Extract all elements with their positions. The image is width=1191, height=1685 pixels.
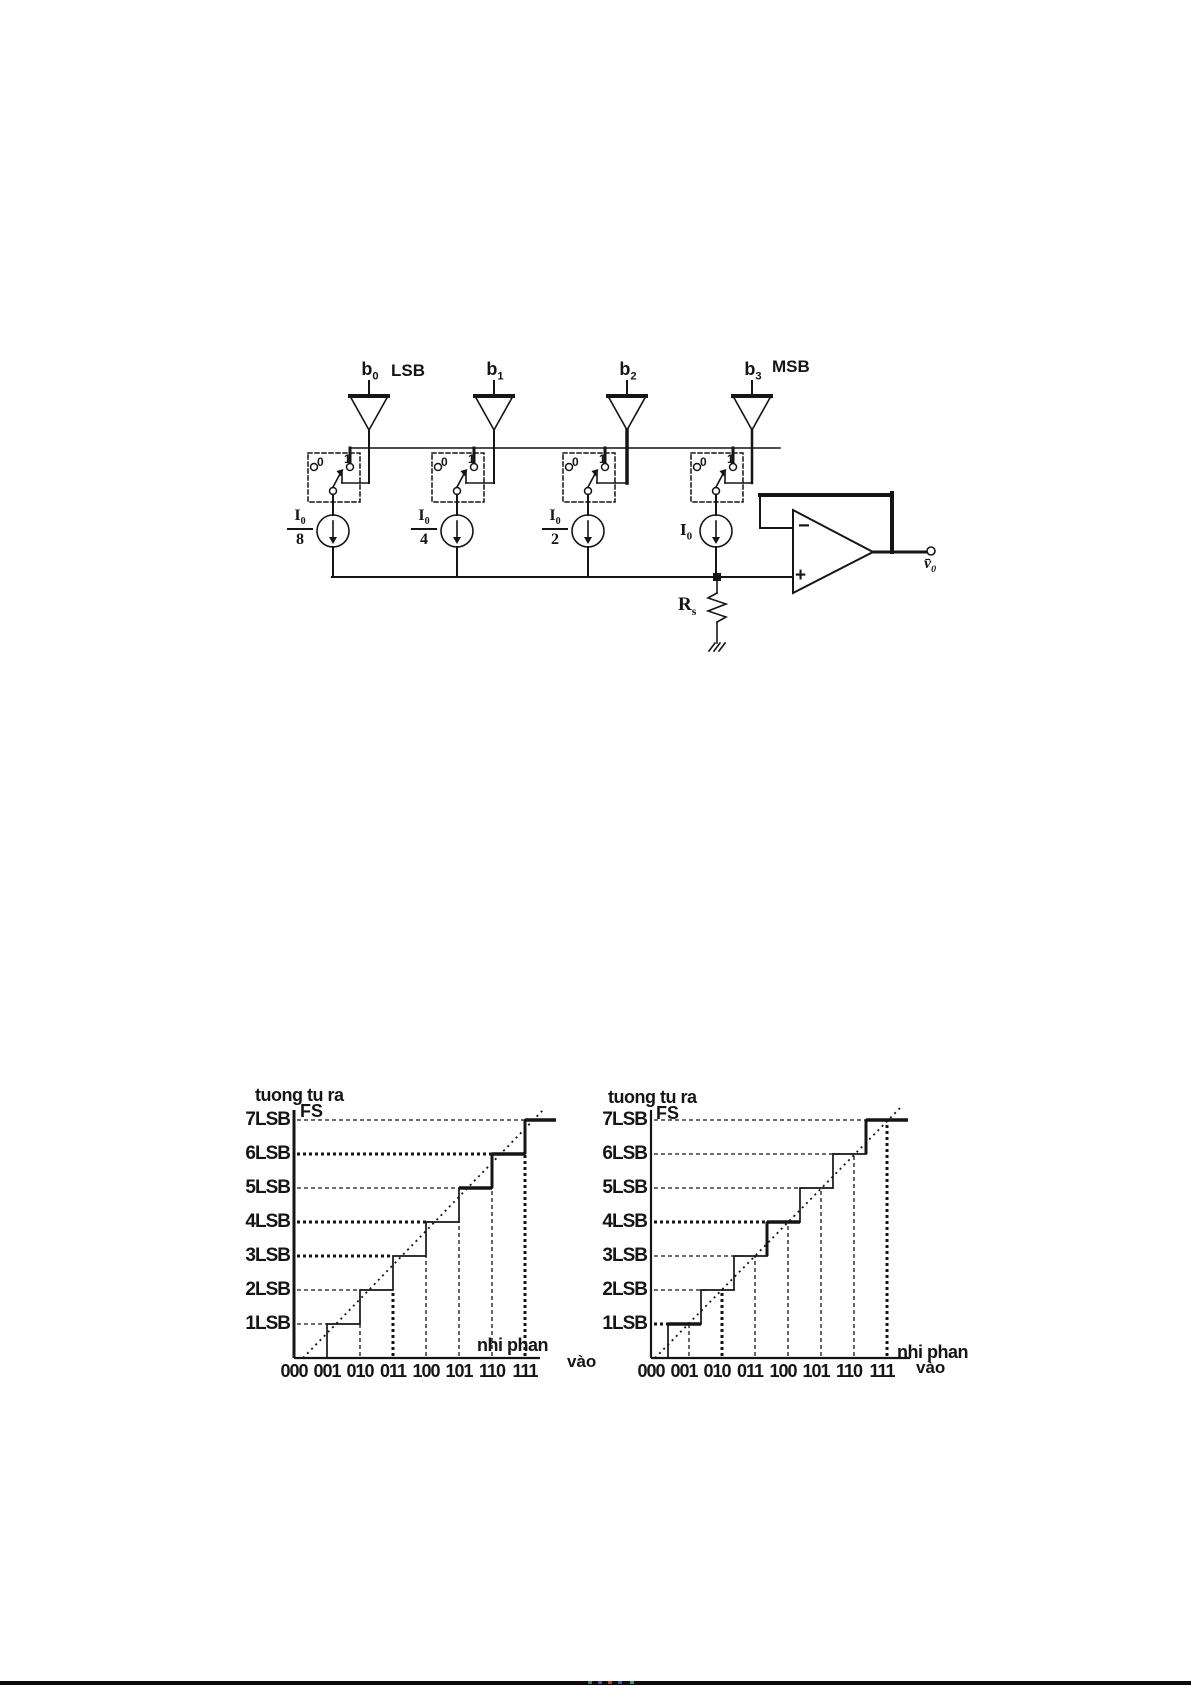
switch-common-contact [713,488,720,495]
switch-1-label: 1 [727,452,734,466]
x-tick-001: 001 [670,1361,698,1381]
y-tick-3LSB: 3LSB [245,1245,290,1266]
y-tick-1LSB: 1LSB [245,1313,290,1334]
source-label-fraction: $I_0$ 2 [540,507,570,549]
x-tick-100: 100 [769,1361,797,1381]
x-tick-000: 000 [637,1361,665,1381]
switch-1-label: 1 [599,452,606,466]
x-tick-011: 011 [379,1361,407,1381]
x-tick-000: 000 [280,1361,308,1381]
ideal-diagonal-line [655,1108,900,1358]
switch-0-label: 0 [700,455,707,469]
staircase-curve [668,1120,908,1358]
right-graph-title: tuong tu ra [608,1087,697,1107]
switch-1-label: 1 [344,452,351,466]
switch-arm [588,474,595,487]
x-tick-110: 110 [835,1361,863,1381]
x-tick-001: 001 [313,1361,341,1381]
bit-tag-msb: MSB [772,357,810,376]
dac-circuit-figure [308,381,935,651]
x-tick-011: 011 [736,1361,764,1381]
rs-label: $R_s$ [678,594,697,618]
opamp-noninverting-sign: + [795,565,807,586]
resistor-zigzag [708,593,726,622]
switch-arm [716,474,723,487]
y-tick-7LSB: 7LSB [602,1109,647,1130]
left-graph-xaxis-label: nhi phan [477,1335,548,1355]
y-tick-5LSB: 5LSB [245,1177,290,1198]
switch-common-contact [454,488,461,495]
window-bottom-edge [0,1681,1191,1685]
x-tick-111: 111 [869,1361,895,1381]
bottom-edge-pixel [598,1681,602,1684]
switch-0-label: 0 [317,455,324,469]
right-graph-xaxis-label2: vào [916,1358,946,1377]
switch-arm [333,474,340,487]
buffer-triangle [350,396,388,430]
bit-label-b1: $b_1$ [486,359,504,383]
opamp-inverting-sign: − [798,515,810,537]
y-tick-6LSB: 6LSB [245,1143,290,1164]
source-label-fraction: $I_0$ 4 [409,507,439,549]
buffer-triangle [475,396,513,430]
switch-common-contact [585,488,592,495]
buffer-triangle [733,396,771,430]
transfer-curve-right-figure [651,1108,910,1358]
y-tick-3LSB: 3LSB [602,1245,647,1266]
transfer-curve-left-figure [294,1108,556,1358]
x-tick-111: 111 [512,1361,538,1381]
switch-0-label: 0 [572,455,579,469]
y-tick-6LSB: 6LSB [602,1143,647,1164]
bit-label-b2: $b_2$ [619,359,637,383]
y-tick-1LSB: 1LSB [602,1313,647,1334]
switch-arm [457,474,464,487]
bit-label-b0: $b_0$ [361,359,379,383]
bottom-edge-pixel [618,1681,622,1684]
x-tick-010: 010 [703,1361,731,1381]
bit-tag-lsb: LSB [391,361,425,380]
y-tick-4LSB: 4LSB [245,1211,290,1232]
bit-label-b3: $b_3$ [744,359,762,383]
left-graph-xaxis-label2: vào [567,1352,597,1371]
current-source-arrowhead [712,537,720,544]
ideal-diagonal-line [303,1108,545,1358]
x-tick-110: 110 [478,1361,506,1381]
left-graph-title: tuong tu ra [255,1085,344,1105]
y-tick-5LSB: 5LSB [602,1177,647,1198]
x-tick-101: 101 [445,1361,473,1381]
right-graph-xaxis-label: nhi phan [897,1342,968,1362]
buffer-triangle [608,396,646,430]
output-voltage-label: $v̄_0$ [924,555,937,576]
bit-cell-b3 [691,381,771,577]
x-tick-101: 101 [802,1361,830,1381]
bit-cell-b2 [563,381,646,577]
y-tick-7LSB: 7LSB [245,1109,290,1130]
switch-common-contact [330,488,337,495]
rs-resistor-branch [708,573,726,651]
bit-cell-b1 [432,381,513,577]
right-graph-fs-label: FS [656,1103,680,1123]
current-source-arrowhead [584,537,592,544]
current-source-arrowhead [453,537,461,544]
source-label: $I_0$ [680,520,693,543]
bottom-edge-pixel [588,1681,592,1684]
current-source-arrowhead [329,537,337,544]
bottom-edge-pixel [630,1681,634,1684]
left-graph-fs-label: FS [300,1101,324,1121]
source-label-fraction: $I_0$ 8 [285,507,315,549]
switch-1-label: 1 [468,452,475,466]
switch-0-label: 0 [441,455,448,469]
ground-icon [709,643,725,651]
y-tick-4LSB: 4LSB [602,1211,647,1232]
x-tick-100: 100 [412,1361,440,1381]
bit-cell-b0 [308,381,388,577]
output-terminal [927,547,935,555]
y-tick-2LSB: 2LSB [245,1279,290,1300]
bottom-edge-pixel [608,1681,612,1684]
y-tick-2LSB: 2LSB [602,1279,647,1300]
x-tick-010: 010 [346,1361,374,1381]
